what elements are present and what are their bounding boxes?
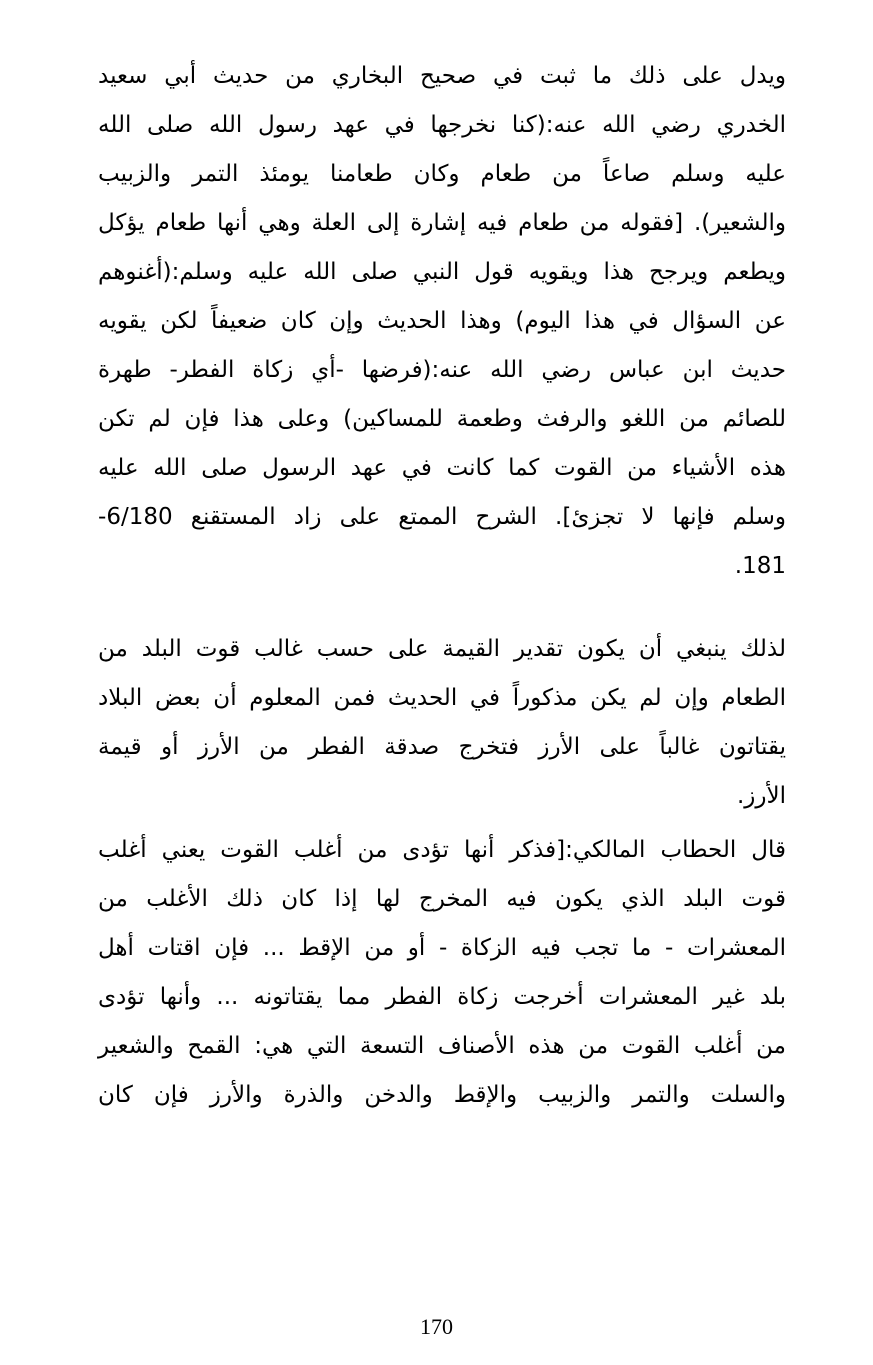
text-line: المعشرات - ما تجب فيه الزكاة - أو من الإقط ... فإن اقتات أهل	[98, 935, 786, 961]
paragraph-zakat-hadith	[98, 52, 786, 591]
text-line: والشعير). [فقوله من طعام فيه إشارة إلى العلة وهي أنها طعام يؤكل	[98, 210, 786, 236]
text-line: عليه وسلم صاعاً من طعام وكان طعامنا يومئذ التمر والزبيب	[98, 161, 786, 187]
text-line: يقتاتون غالباً على الأرز فتخرج صدقة الفطر من الأرز أو قيمة	[98, 734, 786, 760]
paragraph-staple-food	[98, 625, 786, 821]
page-number: 170	[420, 1314, 453, 1339]
text-line: من أغلب القوت من هذه الأصناف التسعة التي هي: القمح والشعير	[98, 1033, 786, 1059]
text-line: الخدري رضي الله عنه:(كنا نخرجها في عهد رسول الله صلى الله	[98, 112, 786, 138]
text-line: حديث ابن عباس رضي الله عنه:(فرضها -أي زكاة الفطر- طهرة	[98, 357, 786, 383]
text-line: لذلك ينبغي أن يكون تقدير القيمة على حسب غالب قوت البلد من	[98, 636, 786, 662]
text-line: هذه الأشياء من القوت كما كانت في عهد الرسول صلى الله عليه	[98, 455, 786, 481]
text-line: قوت البلد الذي يكون فيه المخرج لها إذا كان ذلك الأغلب من	[98, 886, 786, 912]
text-line: بلد غير المعشرات أخرجت زكاة الفطر مما يقتاتونه ... وأنها تؤدى	[98, 984, 786, 1010]
text-line: والسلت والتمر والزبيب والإقط والدخن والذرة والأرز فإن كان	[98, 1082, 786, 1108]
text-line: عن السؤال في هذا اليوم) وهذا الحديث وإن كان ضعيفاً لكن يقويه	[98, 308, 786, 334]
text-line: وسلم فإنها لا تجزئ]. الشرح الممتع على زاد المستقنع 6/180-	[98, 504, 786, 530]
text-line: للصائم من اللغو والرفث وطعمة للمساكين) وعلى هذا فإن لم تكن	[98, 406, 786, 432]
paragraph-hattab-quote	[98, 826, 786, 1120]
text-line: الأرز.	[736, 783, 786, 809]
text-line: قال الحطاب المالكي:[فذكر أنها تؤدى من أغلب القوت يعني أغلب	[98, 837, 786, 863]
text-line: 181.	[734, 553, 786, 579]
text-line: ويدل على ذلك ما ثبت في صحيح البخاري من حديث أبي سعيد	[98, 63, 786, 89]
text-line: ويطعم ويرجح هذا ويقويه قول النبي صلى الله عليه وسلم:(أغنوهم	[98, 259, 786, 285]
text-line: الطعام وإن لم يكن مذكوراً في الحديث فمن المعلوم أن بعض البلاد	[98, 685, 786, 711]
